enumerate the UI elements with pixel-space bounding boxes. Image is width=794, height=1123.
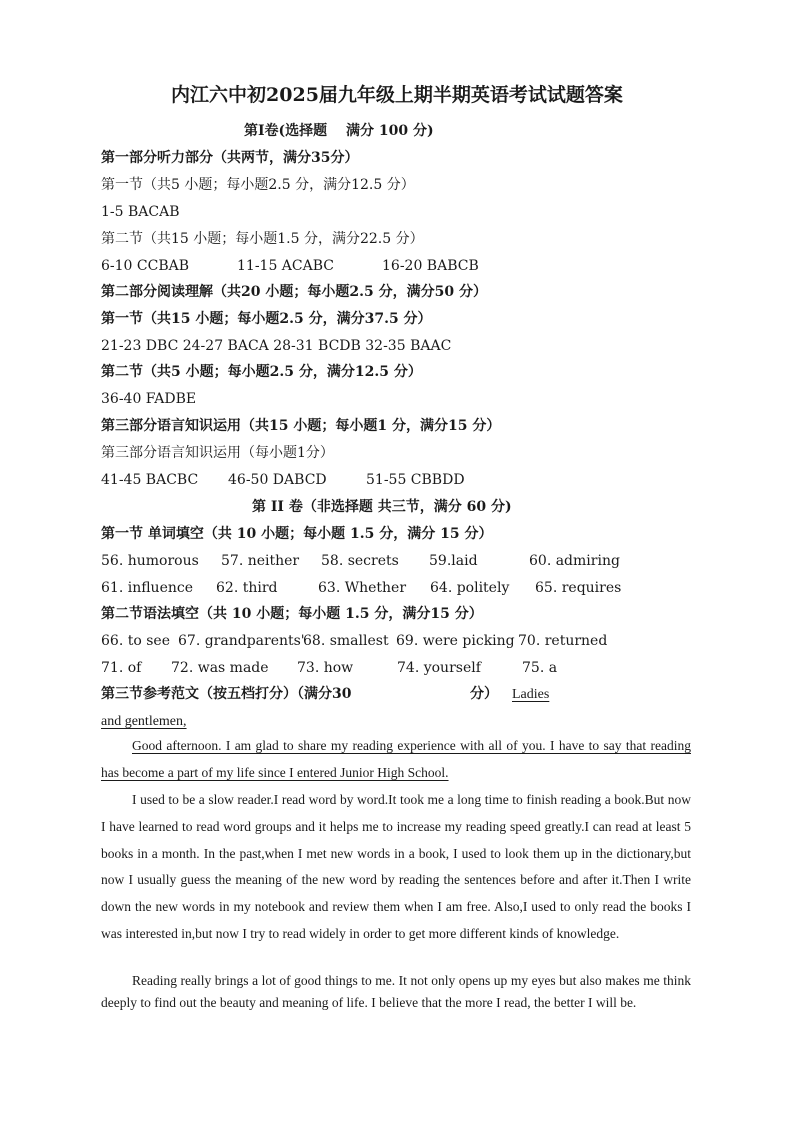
part2-header: 第 II 卷（非选择题 共三节，满分 60 分) <box>252 499 512 515</box>
essay-paragraph-3-text: Reading really brings a lot of good things to me. It not only opens up my eyes but also makes me think deeply to find out the beauty and meaning of life. I believe that the more I read, the better I will be. <box>101 973 691 1010</box>
part1-header: 第I卷(选择题 满分 100 分) <box>244 123 434 139</box>
reading-heading: 第二部分阅读理解（共20 小题；每小题2.5 分，满分50 分） <box>101 284 487 300</box>
answer-item: 64. politely <box>430 580 510 596</box>
essay-paragraph-2-text: I used to be a slow reader.I read word by word.It took me a long time to finish reading a book.But now I have learned to read word groups and it helps me to increase my reading speed greatly.I can read at least 5 books in a month. In the past,when I met new words in a book, I used to look them up in the dictionary,but now I usually guess the meaning of the new word by reading the sentences before and after it.Then I write down the new words in my notebook and review them when I am free. Also,I used to only read the books I was interested in,but now I try to read widely in order to get more different kinds of knowledge. <box>101 792 691 941</box>
reading-section2: 第二节（共5 小题；每小题2.5 分，满分12.5 分） <box>101 364 422 380</box>
answer-group: 16-20 BABCB <box>382 258 479 274</box>
essay-salutation-cont: and gentlemen, <box>101 714 187 729</box>
language-heading: 第三部分语言知识运用（共15 小题；每小题1 分，满分15 分） <box>101 418 501 434</box>
answer-item: 69. were picking <box>396 633 515 649</box>
language-subheading: 第三部分语言知识运用（每小题1分） <box>101 445 334 461</box>
answer-group: 41-45 BACBC <box>101 472 199 488</box>
listening-section2: 第二节（共15 小题；每小题1.5 分，满分22.5 分） <box>101 231 424 247</box>
answer-item: 62. third <box>216 580 278 596</box>
answer-group: 51-55 CBBDD <box>366 472 465 488</box>
answer-item: 65. requires <box>535 580 622 596</box>
page-title: 内江六中初2025届九年级上期半期英语考试试题答案 <box>171 84 623 106</box>
word-fill-heading: 第一节 单词填空（共 10 小题；每小题 1.5 分，满分 15 分） <box>101 526 493 542</box>
listening-section1-answers: 1-5 BACAB <box>101 204 180 220</box>
answer-item: 66. to see <box>101 633 170 649</box>
answer-item: 59.laid <box>429 553 478 569</box>
answer-item: 74. yourself <box>397 660 481 676</box>
reading-section2-answers: 36-40 FADBE <box>101 391 197 407</box>
answer-group: 6-10 CCBAB <box>101 258 190 274</box>
essay-paragraph-1-text: Good afternoon. I am glad to share my reading experience with all of you. I have to say that reading has become a part of my life since I entered Junior High School. <box>101 738 691 780</box>
essay-paragraph-2 <box>101 787 691 948</box>
essay-paragraph-1 <box>101 733 691 787</box>
answer-group: 11-15 ACABC <box>237 258 335 274</box>
essay-salutation: Ladies <box>512 687 550 702</box>
answer-item: 57. neither <box>221 553 300 569</box>
essay-paragraph-3 <box>101 970 691 1014</box>
reading-section1-answers: 21-23 DBC 24-27 BACA 28-31 BCDB 32-35 BAAC <box>101 338 452 354</box>
answer-item: 75. a <box>522 660 558 676</box>
answer-item: 70. returned <box>518 633 608 649</box>
answer-item: 73. how <box>297 660 354 676</box>
answer-item: 56. humorous <box>101 553 199 569</box>
answer-group: 46-50 DABCD <box>228 472 327 488</box>
listening-heading: 第一部分听力部分（共两节，满分35分） <box>101 150 359 166</box>
answer-item: 72. was made <box>171 660 269 676</box>
reading-section1: 第一节（共15 小题；每小题2.5 分，满分37.5 分） <box>101 311 432 327</box>
answer-item: 61. influence <box>101 580 193 596</box>
answer-item: 71. of <box>101 660 142 676</box>
listening-section1: 第一节（共5 小题；每小题2.5 分，满分12.5 分） <box>101 177 415 193</box>
answer-item: 63. Whether <box>318 580 407 596</box>
answer-item: 60. admiring <box>529 553 620 569</box>
grammar-fill-heading: 第二节语法填空（共 10 小题；每小题 1.5 分，满分15 分） <box>101 606 483 622</box>
essay-heading: 第三节参考范文（按五档打分）（满分30 <box>101 686 352 702</box>
answer-item: 67. grandparents' <box>178 633 305 649</box>
answer-item: 58. secrets <box>321 553 399 569</box>
answer-item: 68. smallest <box>303 633 389 649</box>
essay-heading-end: 分） <box>470 686 498 702</box>
